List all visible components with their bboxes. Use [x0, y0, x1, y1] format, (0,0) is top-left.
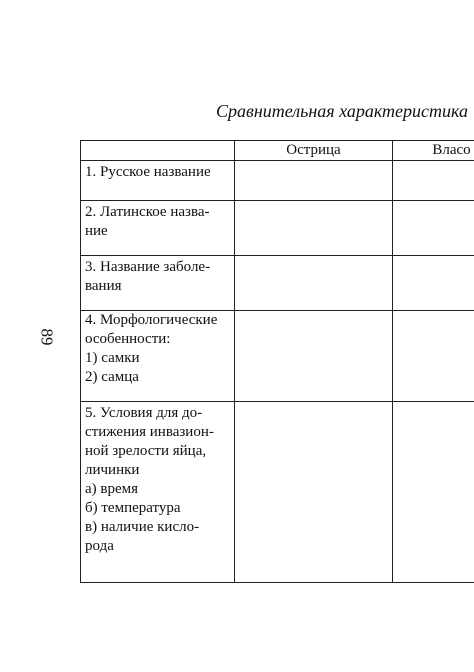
empty-cell	[393, 161, 474, 201]
header-cell-feature	[81, 141, 235, 161]
table-row	[81, 256, 474, 311]
empty-cell	[235, 402, 393, 583]
row-label-line: 4. Морфологические	[85, 312, 218, 328]
row-label-line: рода	[85, 538, 114, 554]
row-label-line: в) наличие кисло-	[85, 519, 200, 535]
table-row	[81, 201, 474, 256]
table-header-row	[81, 141, 474, 161]
empty-cell	[393, 201, 474, 256]
row-label-line: личинки	[85, 462, 140, 478]
table-row	[81, 161, 474, 201]
empty-cell	[393, 402, 474, 583]
header-cell-ostritsa: Острица	[235, 141, 393, 161]
empty-cell	[235, 256, 393, 311]
comparison-table-container	[80, 140, 474, 583]
row-label-line: ние	[85, 223, 108, 239]
row-label-line: 2. Латинское назва-	[85, 204, 210, 220]
empty-cell	[393, 311, 474, 402]
page-number: 89	[37, 328, 57, 346]
row-label-line: а) время	[85, 481, 139, 497]
row-label-line: ной зрелости яйца,	[85, 443, 207, 459]
table-row	[81, 402, 474, 583]
row-label-cell	[81, 402, 235, 583]
row-label-line: 3. Название заболе-	[85, 259, 211, 275]
row-label-cell	[81, 201, 235, 256]
empty-cell	[393, 256, 474, 311]
table-title: Сравнительная характеристика	[216, 101, 469, 121]
row-label-cell	[81, 161, 235, 201]
row-label-line: стижения инвазион-	[85, 424, 214, 440]
row-label-line: 2) самца	[85, 369, 139, 385]
row-label-line: особенности:	[85, 331, 171, 347]
row-label-line: 1. Русское название	[85, 164, 211, 180]
comparison-table	[80, 140, 474, 583]
row-label-cell	[81, 311, 235, 402]
empty-cell	[235, 201, 393, 256]
row-label-cell	[81, 256, 235, 311]
row-label-line: 5. Условия для до-	[85, 405, 203, 421]
row-label-line: б) температура	[85, 500, 181, 516]
row-label-line: 1) самки	[85, 350, 140, 366]
row-label-line: вания	[85, 278, 122, 294]
header-cell-vlaso: Власо	[393, 141, 474, 161]
table-row	[81, 311, 474, 402]
empty-cell	[235, 311, 393, 402]
empty-cell	[235, 161, 393, 201]
